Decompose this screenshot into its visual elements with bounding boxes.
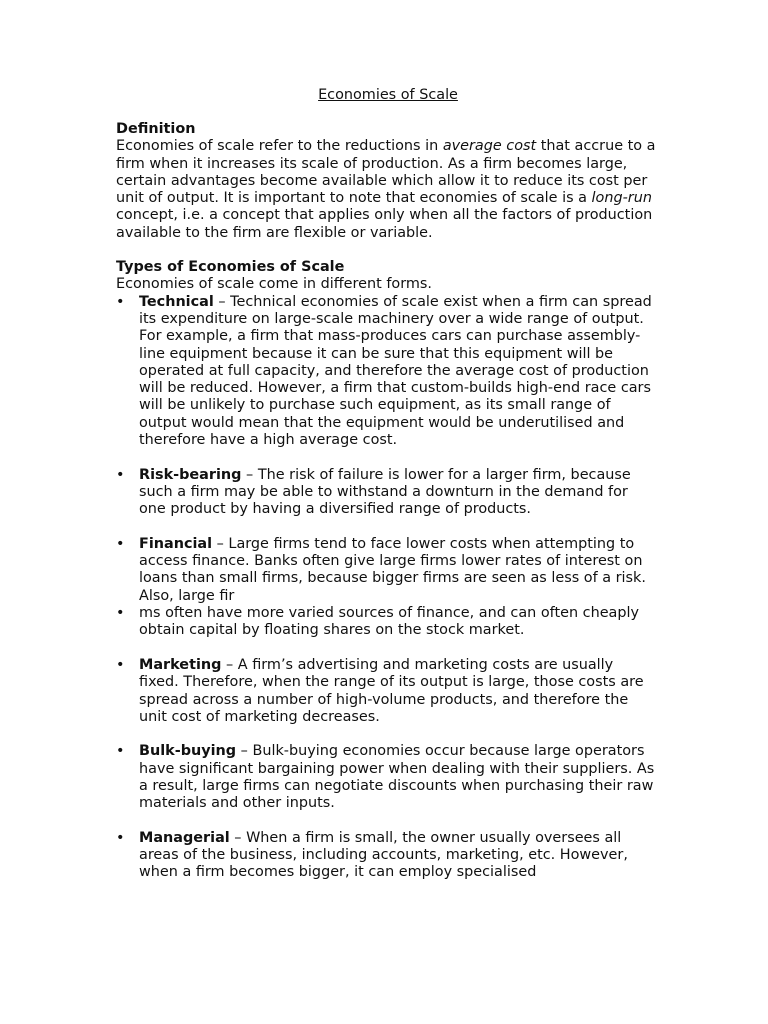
list-item-financial-continued [116,605,656,640]
item-term: Risk-bearing [139,466,242,483]
list-item-managerial [116,830,656,882]
page-title-text: Economies of Scale [318,87,458,103]
types-list [116,294,656,882]
bullet-icon: • [116,466,125,483]
types-heading: Types of Economies of Scale [116,259,345,276]
bullet-icon: • [116,829,125,846]
item-text: – Large firms tend to face lower costs when attempting to access finance. Banks often give large firms lower rates of interest on loans than small firms, because bigger firms are seen as less of a risk. Also, large fir [139,535,646,604]
item-term: Managerial [139,829,230,846]
item-text: ms often have more varied sources of finance, and can often cheaply obtain capital by floating shares on the stock market. [139,605,640,639]
bullet-icon: • [116,293,125,310]
bullet-icon: • [116,656,125,673]
item-term: Marketing [139,656,222,673]
item-text: – The risk of failure is lower for a larger firm, because such a firm may be able to withstand a downturn in the demand for one product by having a diversified range of products. [139,466,631,518]
bullet-icon: • [116,605,125,622]
item-term: Bulk-buying [139,743,237,760]
list-item-financial [116,536,656,605]
types-intro: Economies of scale come in different forms. [116,276,432,293]
item-text: – When a firm is small, the owner usually oversees all areas of the business, including accounts, marketing, etc. However, when a firm becomes bigger, it can employ specialised [139,829,628,881]
item-text: – Technical economies of scale exist when a firm can spread its expenditure on large-scale machinery over a wide range of output. For example, a firm that mass-produces cars can purchase assembly-line equipment because it can be sure that this equipment will be operated at full capacity, and therefore the average cost of production will be reduced. However, a firm that custom-builds high-end race cars will be unlikely to purchase such equipment, as its small range of output would mean that the equipment would be underutilised and therefore have a high average cost. [139,293,652,449]
bullet-icon: • [116,743,125,760]
definition-text-1: Economies of scale refer to the reductions in [116,138,443,155]
document-body [116,121,656,882]
item-text: – Bulk-buying economies occur because large operators have significant bargaining power when dealing with their suppliers. As a result, large firms can negotiate discounts when purchasing their raw materials and other inputs. [139,743,655,812]
list-item-marketing [116,657,656,726]
list-item-risk-bearing [116,467,656,519]
list-item-bulk-buying [116,743,656,812]
list-item-technical [116,294,656,450]
definition-text-2: that accrue to a firm when it increases its scale of production. As a firm becomes large, certain advantages become available which allow it to reduce its cost per unit of output. It is important to note that economies of scale is a [116,138,656,207]
definition-text-3: concept, i.e. a concept that applies only when all the factors of production available to the firm are flexible or variable. [116,207,653,241]
page-title [0,87,768,104]
item-text: – A firm’s advertising and marketing costs are usually fixed. Therefore, when the range of its output is large, those costs are spread across a number of high-volume products, and therefore the unit cost of marketing decreases. [139,656,644,725]
definition-emphasis-1: average cost [442,138,537,155]
definition-paragraph [116,138,656,242]
definition-heading: Definition [116,121,196,137]
item-term: Technical [139,293,214,310]
definition-section [116,121,656,242]
types-section [116,259,656,882]
definition-emphasis-2: long-run [591,190,652,207]
bullet-icon: • [116,535,125,552]
item-term: Financial [139,535,213,552]
